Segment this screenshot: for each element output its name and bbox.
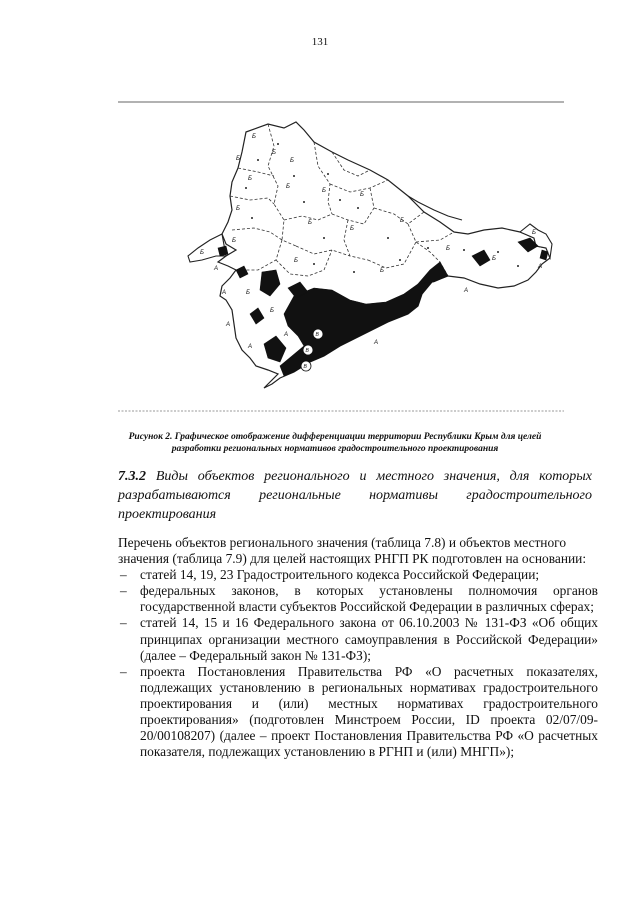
zone-label: А — [248, 344, 253, 350]
list-item — [118, 567, 598, 583]
basis-list — [118, 567, 598, 760]
list-item-text: проекта Постановления Правительства РФ «О расчетных показателях, подлежащих установлению в региональных нормативах градостроительного проектирования и (или) местных нормативах градостроительного проектирования» (подготовлен Минстроем России, ID проекта 02/07/09-20/00108207) (далее – проект Постановления Правительства РФ «О расчетных показателя, подлежащих установлению в РГНП и (или) МНГП»); — [140, 663, 598, 760]
zone-label: А — [226, 322, 231, 328]
zone-label: Б — [360, 192, 364, 198]
zone-label: Б — [200, 250, 204, 256]
figure-caption-line-2: разработки региональных нормативов градостроительного проектирования — [171, 444, 499, 454]
zone-label: А — [538, 264, 543, 270]
section-heading — [118, 467, 592, 524]
zone-label: Б — [252, 134, 256, 140]
map-svg — [118, 100, 564, 416]
zone-label: В — [305, 348, 309, 354]
zone-label: Б — [272, 150, 276, 156]
zone-label: В — [303, 364, 307, 370]
zone-label: Б — [270, 308, 274, 314]
zone-label: Б — [236, 206, 240, 212]
zone-label: А — [214, 266, 219, 272]
zone-label: В — [315, 332, 319, 338]
intro-paragraph: Перечень объектов регионального значения (таблица 7.8) и объектов местного значения (таблица 7.9) для целей настоящих РНГП РК подготовлен на основании: — [118, 535, 587, 567]
zone-label: Б — [286, 184, 290, 190]
zone-label: Б — [322, 188, 326, 194]
section-number: 7.3.2 — [118, 469, 146, 484]
list-item-text: статей 14, 15 и 16 Федерального закона от 06.10.2003 № 131-ФЗ «Об общих принципах организации местного самоуправления в Российской Федерации» (далее – Федеральный закон № 131-ФЗ); — [140, 615, 598, 663]
list-item-text: статей 14, 19, 23 Градостроительного кодекса Российской Федерации; — [140, 567, 540, 583]
page-number: 131 — [311, 36, 329, 48]
zone-label: Б — [246, 290, 250, 296]
zone-label: А — [374, 340, 379, 346]
list-dash: – — [120, 663, 127, 679]
body-text — [118, 535, 598, 760]
figure-caption-line-1: Рисунок 2. Графическое отображение дифференциации территории Республики Крым для целей — [128, 432, 542, 442]
zone-label: Б — [248, 176, 252, 182]
figure-caption — [86, 431, 584, 455]
zone-label: А — [464, 288, 469, 294]
crimea-zoning-map — [118, 100, 564, 416]
list-dash: – — [120, 583, 127, 599]
list-item — [118, 615, 598, 663]
zone-label: Б — [232, 238, 236, 244]
zone-label: Б — [294, 258, 298, 264]
list-item-text: федеральных законов, в которых установлены полномочия органов государственной власти субъектов Российской Федерации в различных сферах; — [140, 583, 598, 615]
zone-label: Б — [532, 230, 536, 236]
zone-label: Б — [290, 158, 294, 164]
zone-label: Б — [350, 226, 354, 232]
zone-label: Б — [492, 256, 496, 262]
zone-label: Б — [308, 220, 312, 226]
zone-label: Б — [380, 268, 384, 274]
zone-label: Б — [400, 218, 404, 224]
section-title: Виды объектов регионального и местного значения, для которых разрабатываются региональные нормативы градостроительного проектирования — [118, 469, 592, 522]
zone-label: А — [222, 290, 227, 296]
zone-label: А — [284, 332, 289, 338]
list-item — [118, 664, 598, 761]
list-dash: – — [120, 567, 127, 583]
list-dash: – — [120, 615, 127, 631]
zone-label: Б — [446, 246, 450, 252]
list-item — [118, 583, 598, 615]
zone-label: Б — [236, 156, 240, 162]
